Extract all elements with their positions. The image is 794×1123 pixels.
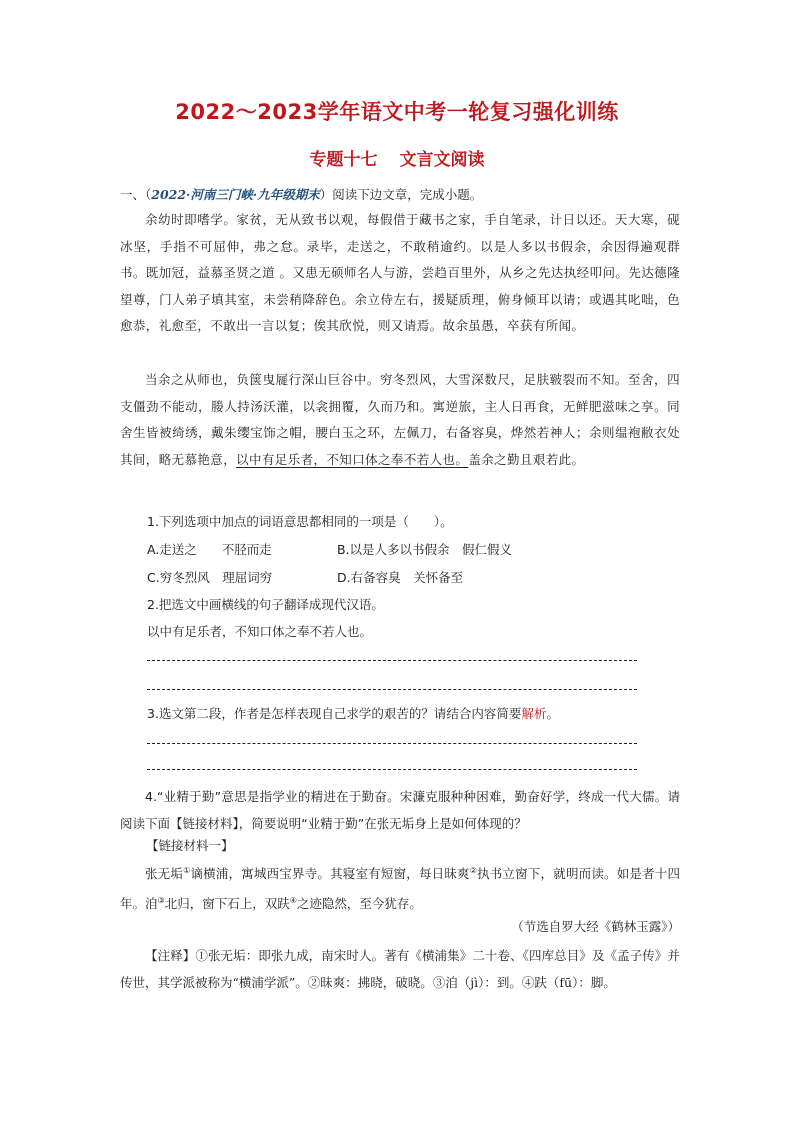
topic-name: 文言文阅读 (399, 150, 485, 170)
page-subtitle (0, 145, 794, 170)
analysis-link[interactable]: 解析 (521, 706, 547, 721)
source-label: 2022·河南三门峡·九年级期末 (151, 187, 320, 202)
link-material-heading: 【链接材料一】 (146, 838, 234, 853)
paragraph-2-text: 当余之从师也，负箧曳屣行深山巨谷中。穷冬烈风，大雪深数尺，足肤皲裂而不知。至舍，四支僵劲不能动，媵人持汤沃灌，以衾拥覆，久而乃和。寓逆旅，主人日再食，无鲜肥滋味之享。同舍生皆被绮绣，戴朱缨宝饰之帽，腰白玉之环，左佩刀，右备容臭，烨然若神人；余则缊袍敝衣处其间，略无慕艳意， (120, 372, 680, 467)
question-3 (147, 704, 559, 722)
passage-paragraph-1: 余幼时即嗜学。家贫，无从致书以观，每假借于藏书之家，手自笔录，计日以还。天大寒，砚冰坚，手指不可屈伸，弗之怠。录毕，走送之，不敢稍逾约。以是人多以书假余，余因得遍观群书。既加冠，益慕圣贤之道 。又患无硕师名人与游，尝趋百里外，从乡之先达执经叩问。先达德隆望尊，门人弟子填其室，未尝稍降辞色。余立侍左右，援疑质理，俯身倾耳以请；或遇其叱咄，色愈恭，礼愈至，不敢出一言以复；俟其欣悦，则又请焉。故余虽愚，卒获有所闻。 (120, 212, 680, 334)
link-material-text (120, 858, 680, 918)
option-d: D.右备容臭 关怀备至 (337, 570, 464, 585)
link-text-a: 张无垢 (145, 866, 184, 882)
option-b: B.以是人多以书假余 假仁假义 (337, 542, 513, 557)
heading-prefix: 一、（ (120, 187, 152, 202)
footnote-marker: ① (183, 866, 191, 875)
link-text-e: 之迹隐然，至今犹存。 (296, 895, 422, 911)
link-material-source: （节选自罗大经《鹤林玉露》） (511, 919, 680, 934)
footnote-marker: ② (469, 866, 478, 875)
translate-sentence: 以中有足乐者，不知口体之奉不若人也。 (147, 624, 373, 639)
page-title: 2022～2023学年语文中考一轮复习强化训练 (175, 100, 619, 124)
question-2: 2.把选文中画横线的句子翻译成现代汉语。 (147, 597, 384, 612)
answer-line (147, 660, 637, 661)
link-text-d: 北归，窗下石上，双趺 (164, 895, 290, 911)
heading-suffix: ）阅读下边文章，完成小题。 (319, 187, 483, 202)
answer-line (147, 769, 637, 770)
option-a: A.走送之 不胫而走 (147, 542, 272, 557)
link-text-c: 执书立窗下，就明而读。如是者十四年。洎 (120, 866, 680, 911)
footnote-marker: ③ (157, 895, 165, 905)
passage-paragraph-2 (120, 367, 680, 473)
question-3-end: 。 (546, 706, 559, 721)
underlined-sentence: 以中有足乐者，不知口体之奉不若人也。 (236, 451, 469, 467)
footnote-marker: ④ (289, 895, 297, 905)
question-group-heading (120, 185, 482, 203)
question-1: 1.下列选项中加点的词语意思都相同的一项是（ ）。 (147, 514, 453, 529)
paragraph-2-ending: 盖余之勤且艰若此。 (468, 451, 585, 467)
option-c: C.穷冬烈风 理屈词穷 (147, 570, 273, 585)
link-text-b: 谪横浦，寓城西宝界寺。其寝室有短窗，每日昧爽 (190, 866, 470, 882)
topic-number: 专题十七 (309, 150, 378, 170)
question-4: 4.“业精于勤”意思是指学业的精进在于勤奋。宋濂克服种种困难，勤奋好学，终成一代大儒。请阅读下面【链接材料】，简要说明“业精于勤”在张无垢身上是如何体现的？ (120, 789, 680, 831)
annotations: 【注释】①张无垢：即张九成，南宋时人。著有《横浦集》二十卷、《四库总目》及《孟子传》并传世，其学派被称为“横浦学派”。②昧爽：拂晓，破晓。③洎（jì）：到。④趺（fū）：脚。 (120, 948, 680, 990)
question-3-text: 3.选文第二段，作者是怎样表现自己求学的艰苦的？请结合内容简要 (147, 706, 522, 721)
answer-line (147, 689, 637, 690)
answer-line (147, 743, 637, 744)
